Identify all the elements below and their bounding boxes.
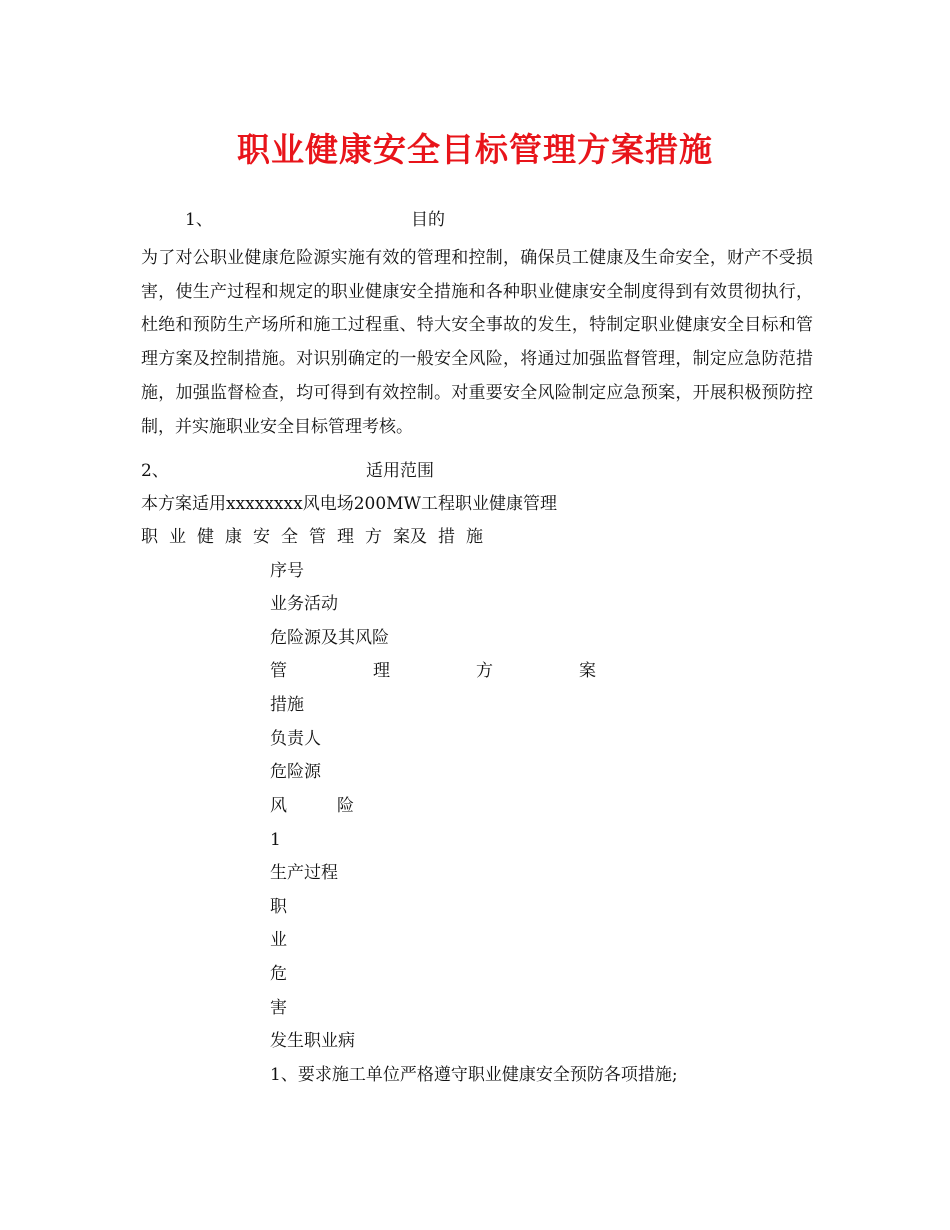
column-plan-char: 方: [476, 661, 493, 681]
row-hazard-char: 职: [270, 897, 287, 917]
column-measures: 措施: [270, 695, 304, 715]
column-seq: 序号: [270, 561, 304, 581]
table-title-char: 措: [438, 527, 455, 547]
column-plan-char: 案: [579, 661, 596, 681]
section-2-number: 2、: [141, 461, 169, 481]
section-2-heading: 适用范围: [366, 461, 434, 481]
column-plan: [270, 659, 596, 683]
table-title: [141, 525, 483, 549]
column-owner: 负责人: [270, 729, 321, 749]
column-risk-char: 风: [270, 796, 287, 816]
row-risk: 发生职业病: [270, 1031, 355, 1051]
column-hazard-risk: 危险源及其风险: [270, 628, 389, 648]
section-1-heading: 目的: [411, 210, 445, 230]
table-title-char: 康: [225, 527, 242, 547]
table-title-char: 健: [197, 527, 214, 547]
column-plan-char: 理: [373, 661, 390, 681]
row-measure-1: 1、要求施工单位严格遵守职业健康安全预防各项措施;: [270, 1065, 678, 1085]
column-plan-char: 管: [270, 661, 287, 681]
table-title-char: 施: [466, 527, 483, 547]
table-title-char: 理: [337, 527, 354, 547]
document-title: 职业健康安全目标管理方案措施: [237, 130, 713, 169]
column-risk-char: 险: [337, 796, 354, 816]
section-1-number: 1、: [185, 210, 213, 230]
row-activity: 生产过程: [270, 863, 338, 883]
row-hazard-char: 危: [270, 964, 287, 984]
column-activity: 业务活动: [270, 594, 338, 614]
row-number: 1: [270, 830, 281, 850]
column-risk: [270, 794, 354, 818]
table-title-char: 安: [253, 527, 270, 547]
column-hazard-source: 危险源: [270, 762, 321, 782]
table-title-char: 方: [365, 527, 382, 547]
section-1-body: 为了对公职业健康危险源实施有效的管理和控制，确保员工健康及生命安全，财产不受损害，使生产过程和规定的职业健康安全措施和各种职业健康安全制度得到有效贯彻执行，杜绝和预防生产场所和施工过程重、特大安全事故的发生，特制定职业健康安全目标和管理方案及控制措施。对识别确定的一般安全风险，将通过加强监督管理，制定应急防范措施，加强监督检查，均可得到有效控制。对重要安全风险制定应急预案，开展积极预防控制，并实施职业安全目标管理考核。: [141, 248, 813, 437]
table-title-char: 职: [141, 527, 158, 547]
row-hazard-char: 业: [270, 930, 287, 950]
table-title-char: 管: [309, 527, 326, 547]
table-title-char: 业: [169, 527, 186, 547]
table-title-char: 案及: [393, 527, 427, 547]
table-title-char: 全: [281, 527, 298, 547]
row-hazard-char: 害: [270, 998, 287, 1018]
scope-text: 本方案适用xxxxxxxx风电场200MW工程职业健康管理: [141, 494, 558, 514]
